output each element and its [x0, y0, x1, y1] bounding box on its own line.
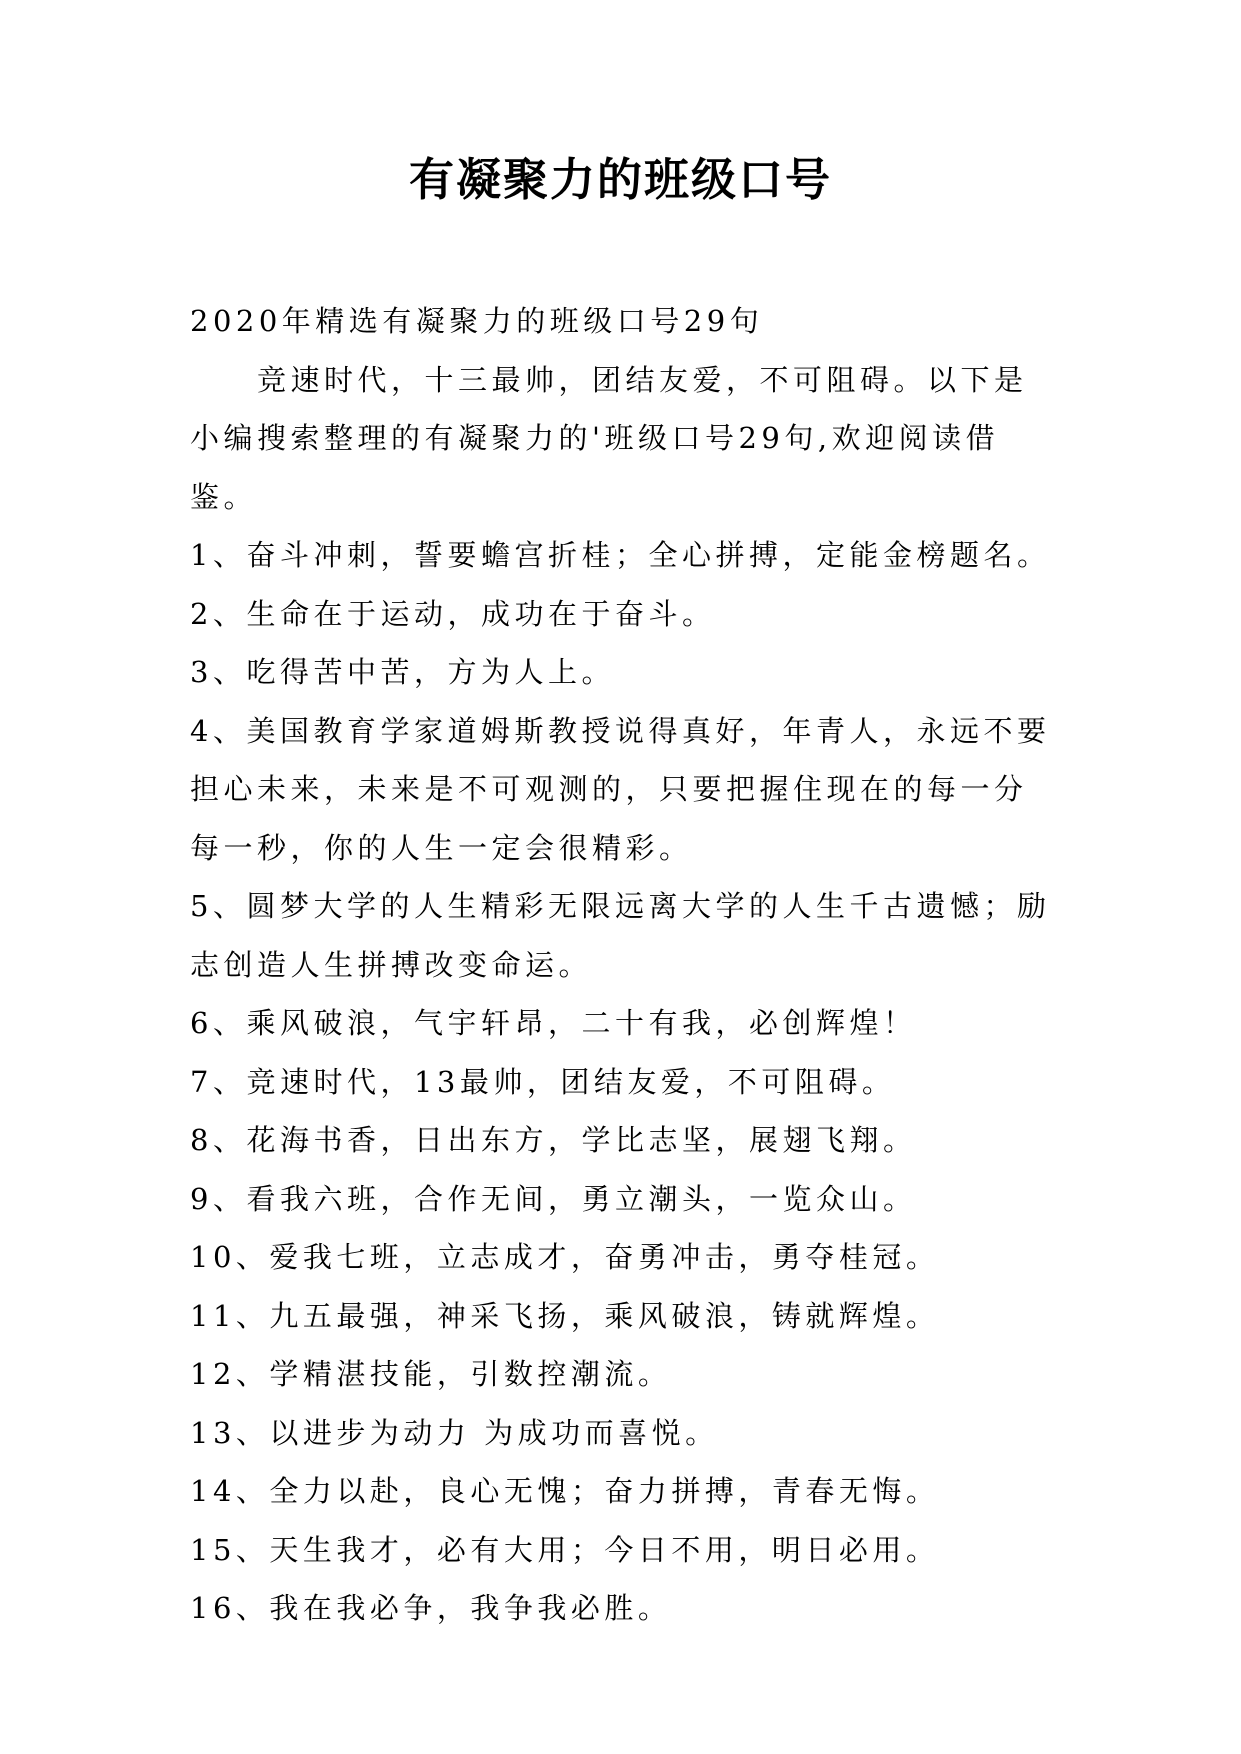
intro-paragraph: 竞速时代，十三最帅，团结友爱，不可阻碍。以下是小编搜索整理的有凝聚力的'班级口号29句,欢迎阅读借鉴。: [190, 362, 1028, 514]
slogan-item-1: 1、奋斗冲刺，誓要蟾宫折桂；全心拼搏，定能金榜题名。: [190, 538, 1051, 572]
slogan-item-8: 8、花海书香，日出东方，学比志坚，展翅飞翔。: [190, 1123, 917, 1157]
slogan-item-7: 7、竞速时代，13最帅，团结友爱，不可阻碍。: [190, 1064, 896, 1099]
slogan-item-9: 9、看我六班，合作无间，勇立潮头，一览众山。: [190, 1181, 917, 1216]
subtitle: 2020年精选有凝聚力的班级口号29句: [190, 304, 764, 338]
slogan-item-12: 12、学精湛技能，引数控潮流。: [190, 1357, 672, 1391]
document-title: 有凝聚力的班级口号: [408, 153, 832, 206]
slogan-item-5: 5、圆梦大学的人生精彩无限远离大学的人生千古遗憾；励志创造人生拼搏改变命运。: [190, 889, 1051, 982]
document-body: [190, 292, 1060, 1638]
slogan-item-10: 10、爱我七班，立志成才，奋勇冲击，勇夺桂冠。: [190, 1240, 940, 1274]
slogan-item-2: 2、生命在于运动，成功在于奋斗。: [190, 596, 716, 631]
slogan-item-3: 3、吃得苦中苦，方为人上。: [190, 655, 615, 689]
slogan-item-6: 6、乘风破浪，气宇轩昂，二十有我，必创辉煌！: [190, 1006, 917, 1040]
slogan-item-13: 13、以进步为动力 为成功而喜悦。: [190, 1415, 719, 1450]
slogan-item-11: 11、九五最强，神采飞扬，乘风破浪，铸就辉煌。: [190, 1298, 940, 1333]
slogan-item-4: 4、美国教育学家道姆斯教授说得真好，年青人，永远不要担心未来，未来是不可观测的，只要把握住现在的每一分每一秒，你的人生一定会很精彩。: [190, 713, 1051, 865]
slogan-item-14: 14、全力以赴，良心无愧；奋力拼搏，青春无悔。: [190, 1474, 940, 1508]
slogan-item-15: 15、天生我才，必有大用；今日不用，明日必用。: [190, 1532, 940, 1567]
slogan-item-16: 16、我在我必争，我争我必胜。: [190, 1591, 672, 1625]
